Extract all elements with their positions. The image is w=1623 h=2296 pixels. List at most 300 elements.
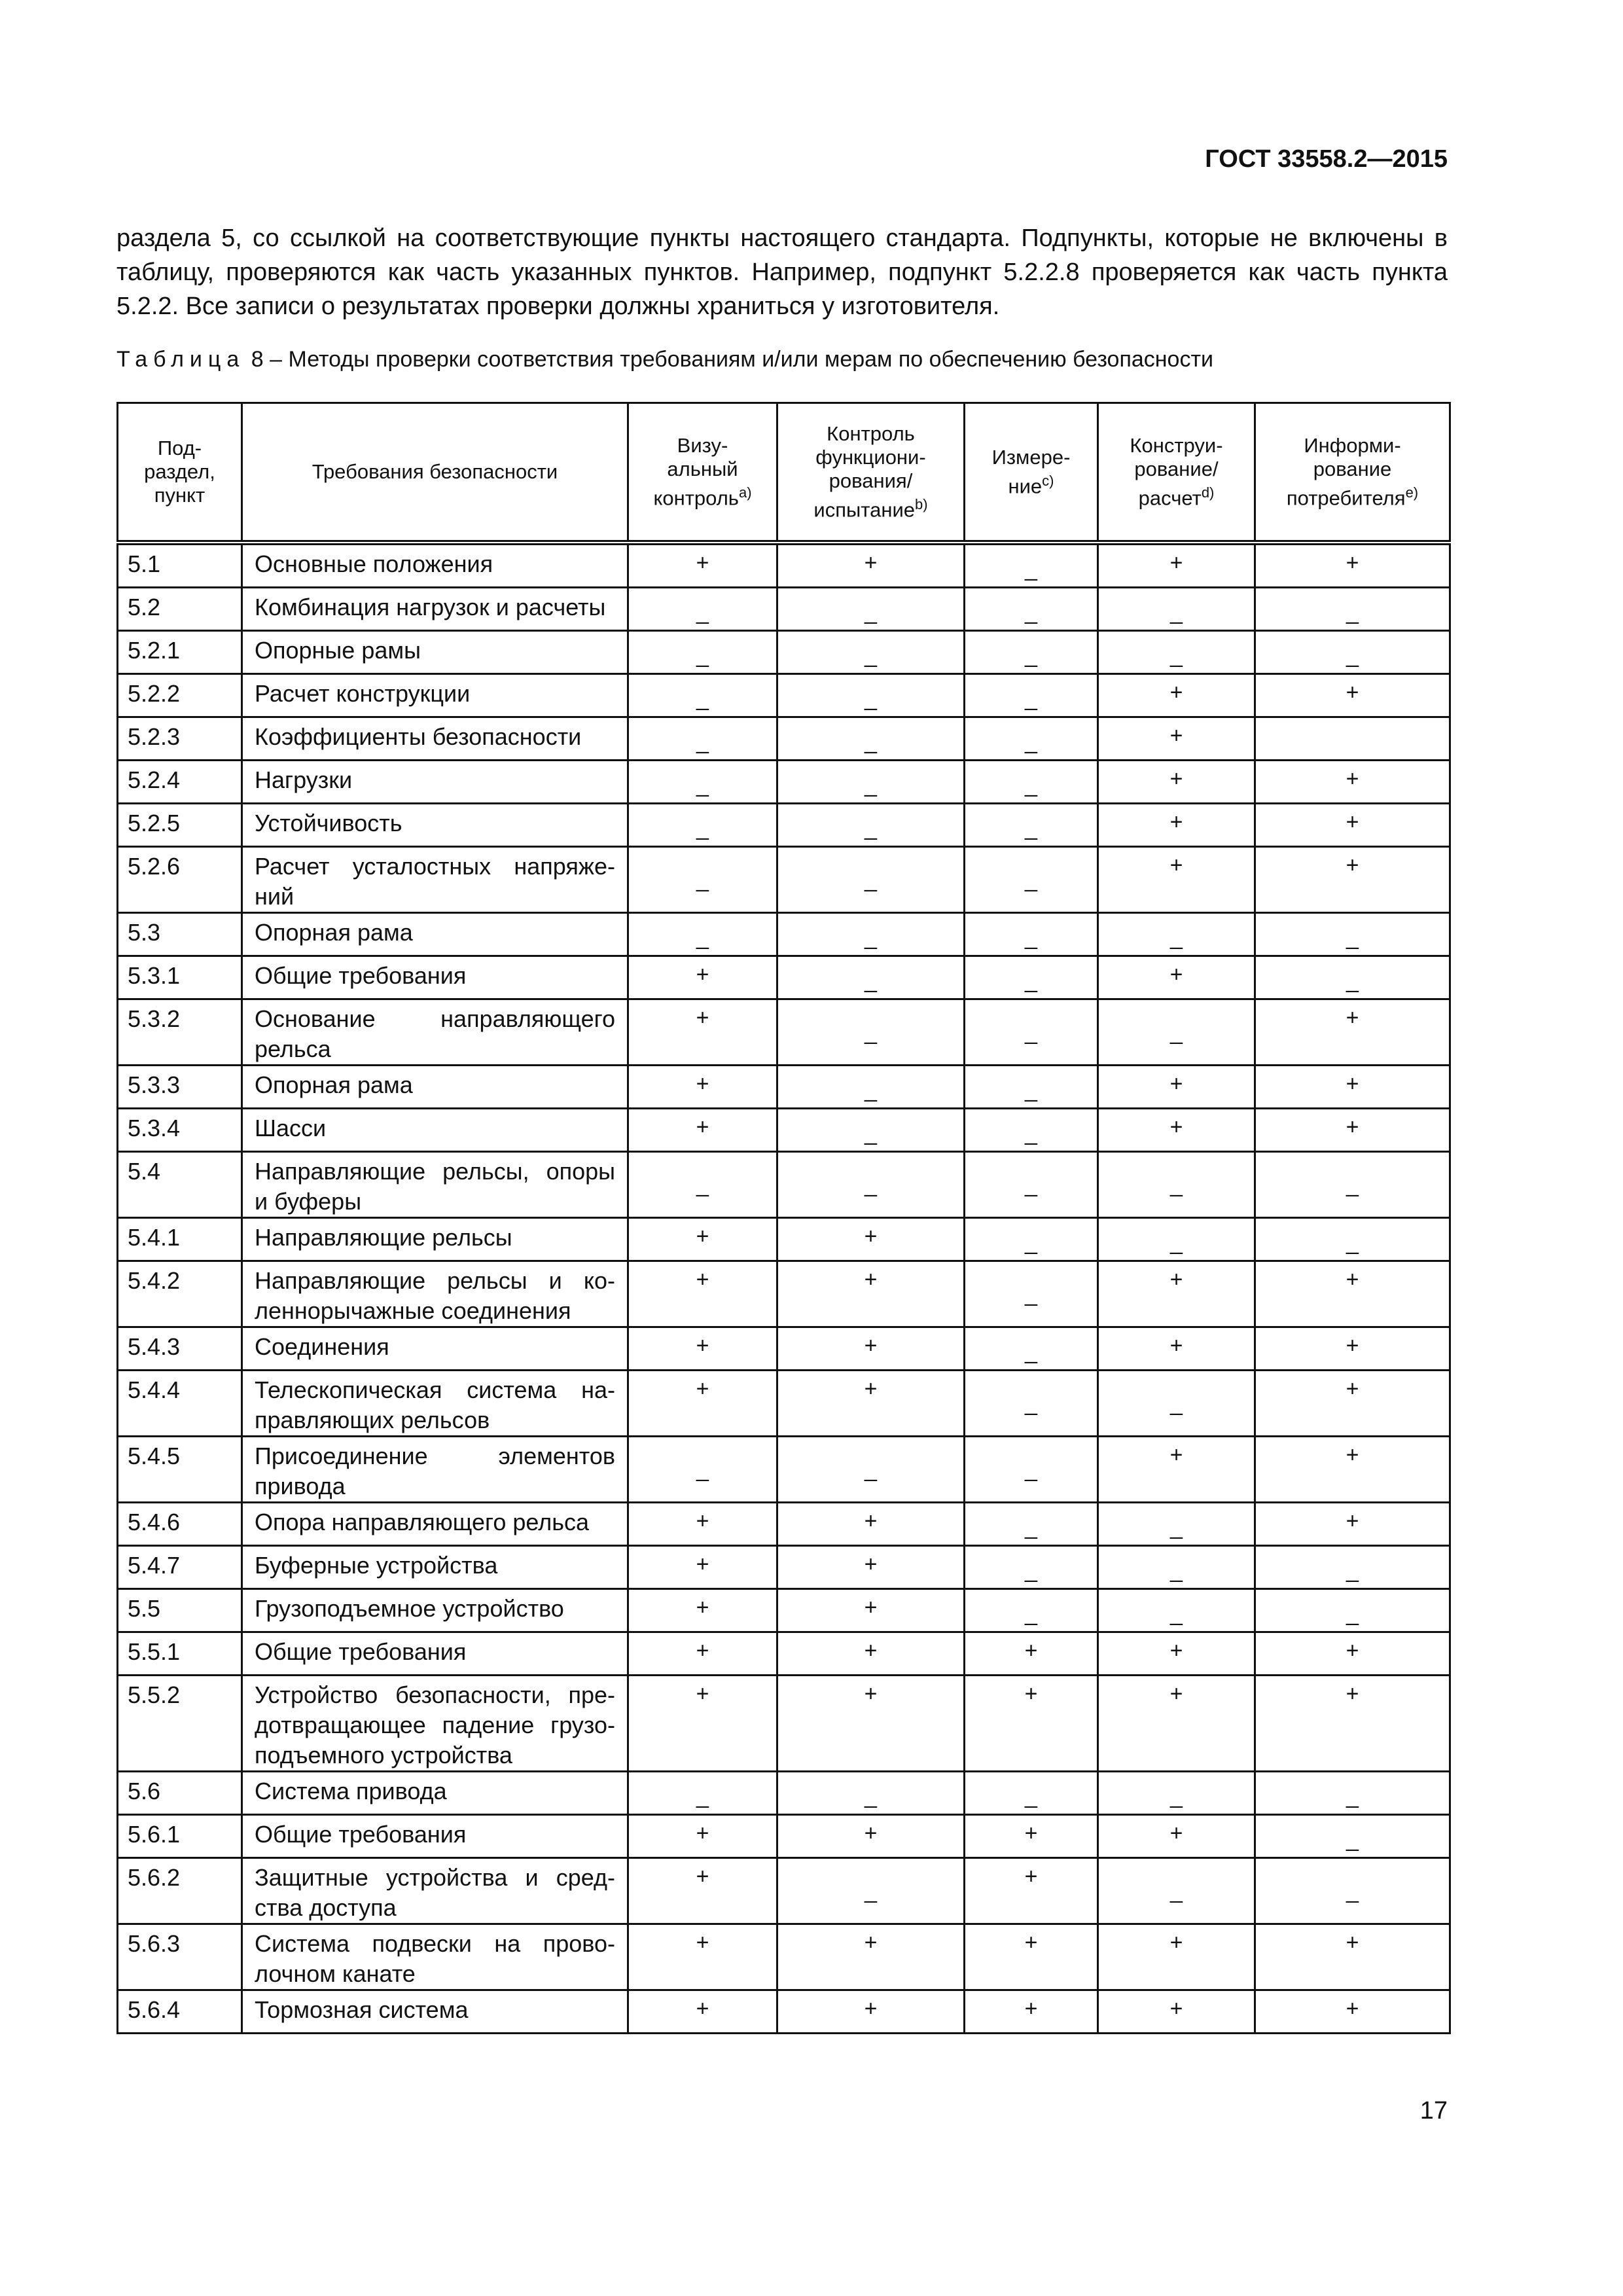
mark-cell: _ bbox=[1255, 1815, 1450, 1858]
mark-cell: + bbox=[1098, 1815, 1255, 1858]
mark-cell: _ bbox=[628, 913, 777, 956]
requirement-cell bbox=[242, 804, 628, 847]
mark-cell: _ bbox=[777, 847, 965, 913]
header-text-line: раздел, bbox=[144, 460, 215, 483]
subsection-cell: 5.2.3 bbox=[118, 717, 242, 761]
table-row bbox=[118, 913, 1450, 956]
mark-cell: _ bbox=[777, 1109, 965, 1152]
mark-cell: + bbox=[1255, 674, 1450, 717]
mark-cell: + bbox=[1098, 717, 1255, 761]
requirement-cell bbox=[242, 1632, 628, 1676]
table-row bbox=[118, 1371, 1450, 1437]
mark-cell: + bbox=[777, 1261, 965, 1327]
mark-cell: _ bbox=[777, 1152, 965, 1218]
mark-cell: _ bbox=[628, 674, 777, 717]
subsection-cell: 5.5.1 bbox=[118, 1632, 242, 1676]
mark-cell: + bbox=[1098, 1990, 1255, 2034]
requirement-cell bbox=[242, 847, 628, 913]
mark-cell: + bbox=[777, 1503, 965, 1546]
mark-cell: + bbox=[777, 543, 965, 588]
header-text-line: расчет bbox=[1138, 486, 1202, 510]
table-row bbox=[118, 956, 1450, 999]
mark-cell: _ bbox=[1098, 631, 1255, 674]
table-row bbox=[118, 1109, 1450, 1152]
mark-cell: + bbox=[628, 1371, 777, 1437]
requirement-line: Расчет усталостных напряже- bbox=[255, 853, 615, 880]
footnote-ref: b) bbox=[915, 495, 928, 512]
footnote-ref: e) bbox=[1405, 484, 1419, 501]
table-caption-label: Таблица bbox=[116, 347, 245, 372]
header-text-line: Информи- bbox=[1304, 433, 1401, 457]
subsection-cell: 5.4.1 bbox=[118, 1218, 242, 1261]
mark-cell: + bbox=[965, 1924, 1098, 1990]
footnote-ref: c) bbox=[1042, 472, 1054, 489]
table-row bbox=[118, 1589, 1450, 1632]
table-row bbox=[118, 1327, 1450, 1371]
mark-cell: _ bbox=[965, 631, 1098, 674]
mark-cell: + bbox=[628, 1632, 777, 1676]
table-caption-text: – Методы проверки соответствия требованиям и/или мерам по обеспечению безопасности bbox=[263, 347, 1214, 372]
subsection-cell: 5.5 bbox=[118, 1589, 242, 1632]
mark-cell: + bbox=[628, 1589, 777, 1632]
header-text-line: Конструи- bbox=[1130, 433, 1223, 457]
mark-cell: + bbox=[628, 1676, 777, 1772]
mark-cell: + bbox=[628, 1924, 777, 1990]
header-text-line: Требования безопасности bbox=[312, 460, 558, 483]
mark-cell: _ bbox=[777, 717, 965, 761]
requirement-line: Опорная рама bbox=[255, 1071, 413, 1098]
mark-cell: _ bbox=[777, 956, 965, 999]
header-text-line: Визу- bbox=[677, 433, 728, 457]
mark-cell: + bbox=[1098, 804, 1255, 847]
mark-cell: + bbox=[1098, 543, 1255, 588]
mark-cell: _ bbox=[1098, 1371, 1255, 1437]
requirement-cell bbox=[242, 1990, 628, 2034]
requirement-cell bbox=[242, 588, 628, 631]
mark-cell: _ bbox=[628, 1772, 777, 1815]
mark-cell: _ bbox=[1098, 1503, 1255, 1546]
requirement-cell bbox=[242, 543, 628, 588]
requirement-cell bbox=[242, 717, 628, 761]
mark-cell: _ bbox=[965, 1546, 1098, 1589]
subsection-cell: 5.3.2 bbox=[118, 999, 242, 1066]
table-row bbox=[118, 1858, 1450, 1924]
requirement-cell bbox=[242, 1815, 628, 1858]
header-text-line: испытание bbox=[813, 498, 916, 522]
mark-cell: + bbox=[777, 1924, 965, 1990]
mark-cell: + bbox=[1255, 999, 1450, 1066]
requirement-line: Тормозная система bbox=[255, 1996, 469, 2023]
header-text-line: Контроль bbox=[827, 422, 915, 445]
mark-cell: _ bbox=[965, 1066, 1098, 1109]
table-row bbox=[118, 1152, 1450, 1218]
requirement-line: Комбинация нагрузок и расчеты bbox=[255, 594, 606, 620]
requirement-line: Присоединение элементов bbox=[255, 1443, 615, 1469]
table-row bbox=[118, 1546, 1450, 1589]
mark-cell: + bbox=[1255, 804, 1450, 847]
header-text-line: рования/ bbox=[829, 469, 913, 492]
table-row bbox=[118, 1815, 1450, 1858]
requirement-cell bbox=[242, 1546, 628, 1589]
subsection-cell: 5.4.3 bbox=[118, 1327, 242, 1371]
table-row bbox=[118, 543, 1450, 588]
requirement-line: Коэффициенты безопасности bbox=[255, 723, 582, 750]
mark-cell: _ bbox=[965, 588, 1098, 631]
subsection-cell: 5.4.4 bbox=[118, 1371, 242, 1437]
mark-cell: + bbox=[965, 1815, 1098, 1858]
table-row bbox=[118, 1218, 1450, 1261]
requirement-line: Общие требования bbox=[255, 1821, 467, 1848]
mark-cell: _ bbox=[965, 1437, 1098, 1503]
mark-cell: + bbox=[628, 543, 777, 588]
table-row bbox=[118, 999, 1450, 1066]
subsection-cell: 5.2.1 bbox=[118, 631, 242, 674]
mark-cell: _ bbox=[777, 1772, 965, 1815]
mark-cell: + bbox=[628, 1066, 777, 1109]
mark-cell: + bbox=[777, 1218, 965, 1261]
mark-cell: _ bbox=[1098, 1152, 1255, 1218]
mark-cell: + bbox=[1098, 1327, 1255, 1371]
requirement-line: Опора направляющего рельса bbox=[255, 1509, 590, 1535]
table-row bbox=[118, 1066, 1450, 1109]
mark-cell: _ bbox=[777, 588, 965, 631]
mark-cell: _ bbox=[1098, 999, 1255, 1066]
header-user-information bbox=[1255, 403, 1450, 543]
requirement-line: Основание направляющего bbox=[255, 1005, 615, 1032]
mark-cell: _ bbox=[628, 588, 777, 631]
table-body bbox=[118, 543, 1450, 2034]
mark-cell: _ bbox=[1255, 1772, 1450, 1815]
requirement-cell bbox=[242, 1109, 628, 1152]
mark-cell: _ bbox=[1098, 1858, 1255, 1924]
requirement-cell bbox=[242, 674, 628, 717]
header-text-line: Под- bbox=[157, 437, 202, 459]
mark-cell: _ bbox=[1255, 588, 1450, 631]
mark-cell: + bbox=[965, 1632, 1098, 1676]
mark-cell: + bbox=[1098, 1632, 1255, 1676]
mark-cell: _ bbox=[1098, 1589, 1255, 1632]
footnote-ref: d) bbox=[1201, 484, 1215, 501]
header-text-line: контроль bbox=[653, 486, 739, 510]
mark-cell: _ bbox=[965, 999, 1098, 1066]
header-safety-requirements bbox=[242, 403, 628, 543]
mark-cell: + bbox=[1255, 1066, 1450, 1109]
subsection-cell: 5.5.2 bbox=[118, 1676, 242, 1772]
mark-cell: _ bbox=[1098, 913, 1255, 956]
subsection-cell: 5.1 bbox=[118, 543, 242, 588]
mark-cell: _ bbox=[628, 847, 777, 913]
header-text-line: ние bbox=[1008, 475, 1043, 498]
mark-cell: _ bbox=[628, 631, 777, 674]
mark-cell: _ bbox=[965, 761, 1098, 804]
requirement-cell bbox=[242, 1503, 628, 1546]
table-row bbox=[118, 1924, 1450, 1990]
header-text-line: альный bbox=[667, 457, 738, 480]
subsection-cell: 5.3.4 bbox=[118, 1109, 242, 1152]
mark-cell: _ bbox=[777, 999, 965, 1066]
mark-cell: _ bbox=[1098, 588, 1255, 631]
mark-cell: _ bbox=[1255, 1589, 1450, 1632]
header-text-line: Измере- bbox=[991, 445, 1071, 469]
requirement-line: подъемного устройства bbox=[255, 1742, 512, 1768]
header-text-line: потребителя bbox=[1286, 486, 1406, 510]
subsection-cell: 5.3.1 bbox=[118, 956, 242, 999]
subsection-cell: 5.2 bbox=[118, 588, 242, 631]
requirement-cell bbox=[242, 1152, 628, 1218]
table-header-row bbox=[118, 403, 1450, 543]
requirement-line: ства доступа bbox=[255, 1894, 397, 1921]
requirement-cell bbox=[242, 631, 628, 674]
table-row bbox=[118, 1990, 1450, 2034]
mark-cell: _ bbox=[628, 1437, 777, 1503]
mark-cell: _ bbox=[965, 674, 1098, 717]
mark-cell: _ bbox=[965, 1218, 1098, 1261]
mark-cell: _ bbox=[777, 631, 965, 674]
mark-cell: + bbox=[777, 1327, 965, 1371]
requirement-line: Опорная рама bbox=[255, 919, 413, 946]
header-design-calculation bbox=[1098, 403, 1255, 543]
mark-cell: + bbox=[1098, 761, 1255, 804]
mark-cell: + bbox=[628, 1218, 777, 1261]
mark-cell: _ bbox=[1255, 1546, 1450, 1589]
mark-cell: _ bbox=[1255, 631, 1450, 674]
mark-cell: + bbox=[1098, 1437, 1255, 1503]
mark-cell: _ bbox=[965, 1327, 1098, 1371]
subsection-cell: 5.2.4 bbox=[118, 761, 242, 804]
header-function-test bbox=[777, 403, 965, 543]
requirement-line: правляющих рельсов bbox=[255, 1407, 490, 1433]
mark-cell: _ bbox=[965, 956, 1098, 999]
verification-table bbox=[116, 402, 1449, 2034]
requirement-line: Направляющие рельсы и ко- bbox=[255, 1267, 615, 1294]
requirement-cell bbox=[242, 1371, 628, 1437]
subsection-cell: 5.6.4 bbox=[118, 1990, 242, 2034]
requirement-line: Направляющие рельсы bbox=[255, 1224, 512, 1251]
header-text-line: рование bbox=[1313, 457, 1392, 480]
mark-cell: + bbox=[1255, 1676, 1450, 1772]
requirement-line: Устойчивость bbox=[255, 810, 402, 836]
mark-cell: _ bbox=[1255, 1218, 1450, 1261]
table-row bbox=[118, 588, 1450, 631]
requirement-cell bbox=[242, 1218, 628, 1261]
mark-cell: + bbox=[965, 1990, 1098, 2034]
mark-cell: + bbox=[1098, 1109, 1255, 1152]
table-caption-number: 8 bbox=[251, 347, 264, 372]
page-number: 17 bbox=[1419, 2097, 1448, 2125]
mark-cell: + bbox=[777, 1632, 965, 1676]
mark-cell: _ bbox=[1098, 1218, 1255, 1261]
table-caption bbox=[116, 347, 1452, 372]
mark-cell: + bbox=[1255, 1261, 1450, 1327]
intro-paragraph bbox=[116, 221, 1448, 323]
mark-cell: _ bbox=[965, 804, 1098, 847]
requirement-cell bbox=[242, 761, 628, 804]
header-text-line: функциони- bbox=[815, 445, 926, 469]
mark-cell bbox=[1255, 717, 1450, 761]
requirement-cell bbox=[242, 913, 628, 956]
mark-cell: + bbox=[628, 1990, 777, 2034]
mark-cell: _ bbox=[1098, 1772, 1255, 1815]
mark-cell: _ bbox=[628, 804, 777, 847]
mark-cell: + bbox=[1255, 1924, 1450, 1990]
mark-cell: _ bbox=[777, 804, 965, 847]
requirement-cell bbox=[242, 1676, 628, 1772]
footnote-ref: a) bbox=[738, 484, 752, 501]
intro-text: раздела 5, со ссылкой на соответствующие пункты настоящего стандарта. Подпункты, которые не включены в таблицу, проверяются как часть указанных пунктов. Например, подпункт 5.2.2.8 проверяется как часть пункта 5.2.2. Все записи о результатах проверки должны храниться у изготовителя. bbox=[116, 224, 1448, 320]
mark-cell: + bbox=[1255, 1503, 1450, 1546]
table-row bbox=[118, 674, 1450, 717]
requirement-line: Соединения bbox=[255, 1333, 389, 1360]
requirement-line: Защитные устройства и сред- bbox=[255, 1864, 615, 1891]
requirement-line: Расчет конструкции bbox=[255, 680, 471, 707]
table-row bbox=[118, 1503, 1450, 1546]
mark-cell: + bbox=[1098, 1261, 1255, 1327]
table-row bbox=[118, 1676, 1450, 1772]
mark-cell: + bbox=[777, 1676, 965, 1772]
mark-cell: _ bbox=[1255, 1152, 1450, 1218]
mark-cell: + bbox=[1255, 761, 1450, 804]
mark-cell: _ bbox=[777, 761, 965, 804]
mark-cell: _ bbox=[1255, 956, 1450, 999]
requirement-line: дотвращающее падение грузо- bbox=[255, 1712, 615, 1738]
requirement-line: Система подвески на прово- bbox=[255, 1930, 615, 1957]
mark-cell: + bbox=[1098, 674, 1255, 717]
subsection-cell: 5.2.6 bbox=[118, 847, 242, 913]
header-subsection bbox=[118, 403, 242, 543]
requirement-line: Система привода bbox=[255, 1778, 447, 1804]
requirement-line: Общие требования bbox=[255, 962, 467, 989]
mark-cell: + bbox=[628, 1546, 777, 1589]
table-row bbox=[118, 1632, 1450, 1676]
mark-cell: _ bbox=[628, 717, 777, 761]
requirement-cell bbox=[242, 1924, 628, 1990]
mark-cell: + bbox=[777, 1589, 965, 1632]
requirement-line: ний bbox=[255, 883, 294, 910]
requirement-line: Основные положения bbox=[255, 550, 493, 577]
mark-cell: + bbox=[1098, 847, 1255, 913]
subsection-cell: 5.4.6 bbox=[118, 1503, 242, 1546]
mark-cell: + bbox=[1255, 1327, 1450, 1371]
mark-cell: + bbox=[965, 1676, 1098, 1772]
subsection-cell: 5.6.1 bbox=[118, 1815, 242, 1858]
subsection-cell: 5.3 bbox=[118, 913, 242, 956]
subsection-cell: 5.4.5 bbox=[118, 1437, 242, 1503]
mark-cell: + bbox=[628, 999, 777, 1066]
table-row bbox=[118, 804, 1450, 847]
mark-cell: + bbox=[1255, 1109, 1450, 1152]
subsection-cell: 5.4 bbox=[118, 1152, 242, 1218]
requirement-cell bbox=[242, 1066, 628, 1109]
mark-cell: _ bbox=[965, 913, 1098, 956]
header-visual-inspection bbox=[628, 403, 777, 543]
mark-cell: + bbox=[777, 1371, 965, 1437]
mark-cell: _ bbox=[777, 1858, 965, 1924]
header-measurement bbox=[965, 403, 1098, 543]
mark-cell: _ bbox=[777, 913, 965, 956]
requirement-line: рельса bbox=[255, 1035, 331, 1062]
subsection-cell: 5.2.5 bbox=[118, 804, 242, 847]
mark-cell: _ bbox=[628, 1152, 777, 1218]
mark-cell: _ bbox=[965, 1772, 1098, 1815]
requirement-line: Нагрузки bbox=[255, 766, 353, 793]
mark-cell: + bbox=[628, 1327, 777, 1371]
requirement-cell bbox=[242, 1261, 628, 1327]
table-row bbox=[118, 717, 1450, 761]
requirement-line: Грузоподъемное устройство bbox=[255, 1595, 564, 1622]
mark-cell: _ bbox=[628, 761, 777, 804]
requirement-line: Опорные рамы bbox=[255, 637, 421, 664]
mark-cell: + bbox=[628, 1109, 777, 1152]
table-row bbox=[118, 631, 1450, 674]
mark-cell: _ bbox=[965, 543, 1098, 588]
mark-cell: + bbox=[1098, 1066, 1255, 1109]
requirement-line: привода bbox=[255, 1473, 346, 1499]
mark-cell: + bbox=[1255, 1990, 1450, 2034]
mark-cell: _ bbox=[965, 1261, 1098, 1327]
mark-cell: _ bbox=[777, 1437, 965, 1503]
mark-cell: _ bbox=[1255, 913, 1450, 956]
requirement-line: и буферы bbox=[255, 1188, 362, 1215]
table-row bbox=[118, 1261, 1450, 1327]
requirement-cell bbox=[242, 999, 628, 1066]
requirement-cell bbox=[242, 1327, 628, 1371]
mark-cell: _ bbox=[965, 1152, 1098, 1218]
requirement-line: Общие требования bbox=[255, 1638, 467, 1665]
mark-cell: _ bbox=[965, 1109, 1098, 1152]
requirement-line: Направляющие рельсы, опоры bbox=[255, 1158, 615, 1185]
mark-cell: _ bbox=[965, 1371, 1098, 1437]
mark-cell: + bbox=[1255, 847, 1450, 913]
requirement-line: Шасси bbox=[255, 1115, 327, 1141]
mark-cell: + bbox=[1098, 1924, 1255, 1990]
requirement-cell bbox=[242, 1437, 628, 1503]
mark-cell: _ bbox=[1098, 1546, 1255, 1589]
requirement-line: Буферные устройства bbox=[255, 1552, 498, 1579]
mark-cell: + bbox=[1255, 1437, 1450, 1503]
subsection-cell: 5.4.2 bbox=[118, 1261, 242, 1327]
mark-cell: + bbox=[628, 1815, 777, 1858]
table-row bbox=[118, 1772, 1450, 1815]
subsection-cell: 5.3.3 bbox=[118, 1066, 242, 1109]
mark-cell: _ bbox=[777, 1066, 965, 1109]
table-row bbox=[118, 1437, 1450, 1503]
mark-cell: + bbox=[1255, 1371, 1450, 1437]
requirement-cell bbox=[242, 1589, 628, 1632]
requirement-cell bbox=[242, 1772, 628, 1815]
mark-cell: + bbox=[777, 1546, 965, 1589]
table-row bbox=[118, 761, 1450, 804]
mark-cell: _ bbox=[965, 717, 1098, 761]
mark-cell: _ bbox=[777, 674, 965, 717]
requirement-cell bbox=[242, 956, 628, 999]
mark-cell: + bbox=[965, 1858, 1098, 1924]
subsection-cell: 5.6.3 bbox=[118, 1924, 242, 1990]
mark-cell: _ bbox=[965, 1503, 1098, 1546]
mark-cell: + bbox=[777, 1990, 965, 2034]
requirement-line: леннорычажные соединения bbox=[255, 1297, 571, 1324]
mark-cell: + bbox=[1255, 1632, 1450, 1676]
header-text-line: рование/ bbox=[1134, 457, 1219, 480]
mark-cell: + bbox=[1098, 956, 1255, 999]
mark-cell: + bbox=[628, 1858, 777, 1924]
requirement-cell bbox=[242, 1858, 628, 1924]
mark-cell: + bbox=[628, 1503, 777, 1546]
mark-cell: + bbox=[628, 1261, 777, 1327]
requirement-line: Устройство безопасности, пре- bbox=[255, 1681, 615, 1708]
mark-cell: + bbox=[1255, 543, 1450, 588]
mark-cell: _ bbox=[1255, 1858, 1450, 1924]
document-id: ГОСТ 33558.2—2015 bbox=[1205, 145, 1448, 173]
